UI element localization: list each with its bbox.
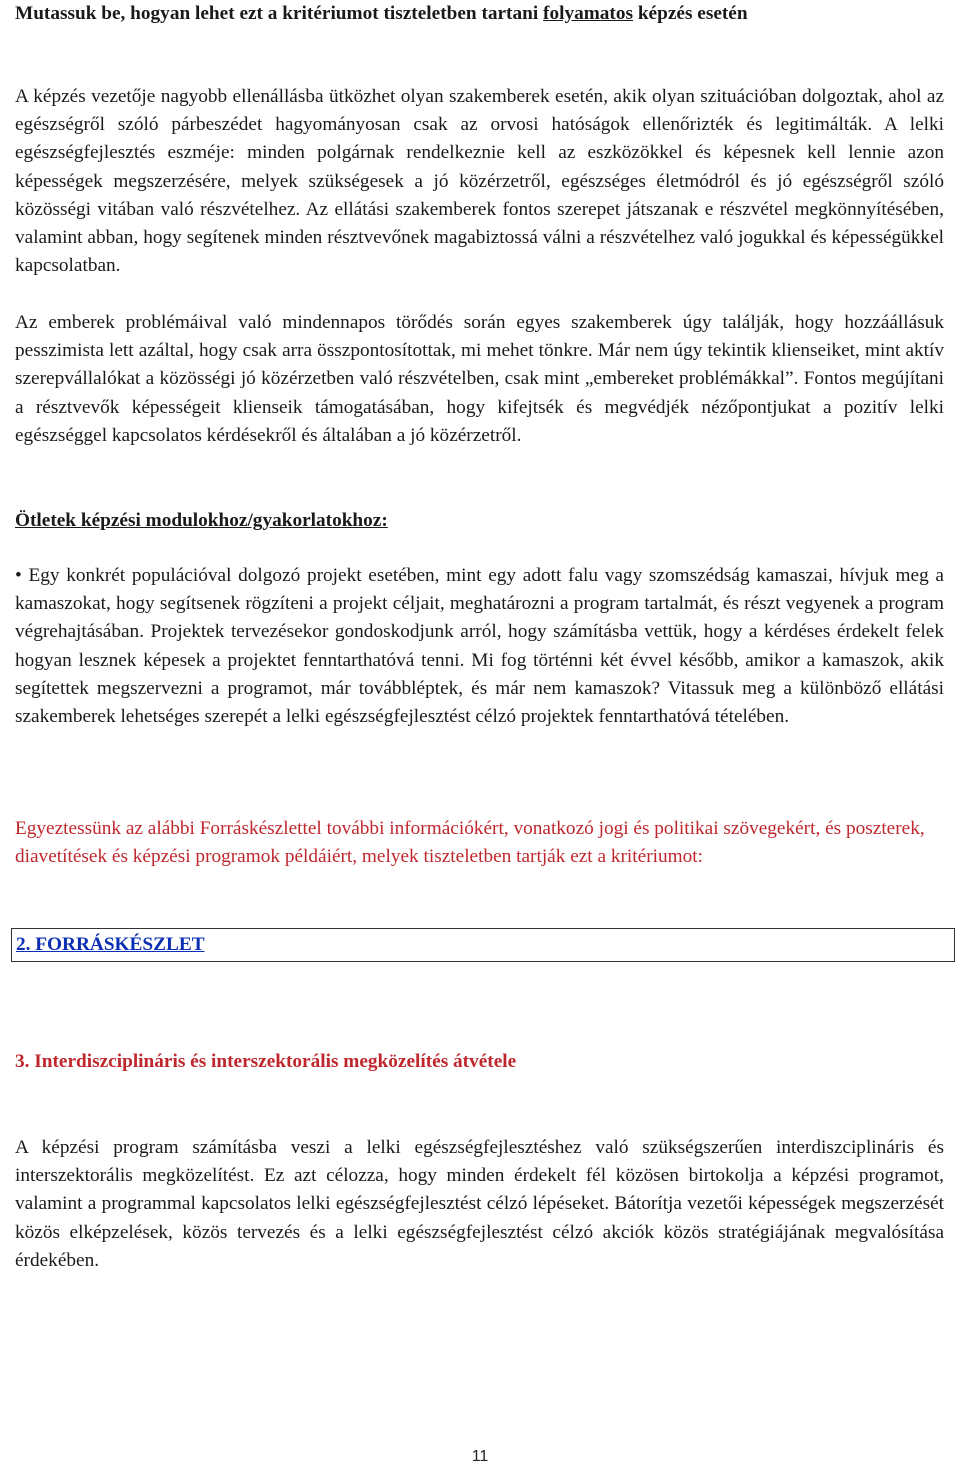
heading-underlined-word: folyamatos [543, 3, 633, 24]
resource-box [11, 928, 955, 962]
section-3-heading: 3. Interdiszciplináris és interszektorális megközelítés átvétele [15, 1051, 517, 1072]
bullet-item: • Egy konkrét populációval dolgozó projekt esetében, mint egy adott falu vagy szomszédság kamaszai, hívjuk meg a kamaszokat, hogy segítsenek rögzíteni a projekt céljait, meghatározni a program tartalmát, és részt vegyenek a program végrehajtásában. Projektek tervezésekor gondoskodjunk arról, hogy számításba vettük, hogy a kérdéses érdekelt felek hogyan lesznek képesek a projektet fenntarthatóvá tenni. Mi fog történni két évvel később, amikor a kamaszok, akik segítettek megszervezni a programot, már továbbléptek, és már nem kamaszok? Vitassuk meg a különböző ellátási szakemberek lehetséges szerepét a lelki egészségfejlesztést célzó projektek fenntarthatóvá tételében. [15, 565, 944, 728]
section-heading [15, 0, 944, 28]
resource-note-paragraph: Egyeztessünk az alábbi Forráskészlettel további információkért, vonatkozó jogi és politikai szövegekért, és poszterek, diavetítések és képzési programok példáiért, melyek tiszteletben tartják ezt a kritériumot: [15, 818, 925, 868]
page-number: 11 [471, 1448, 489, 1465]
body-paragraph-1: A képzés vezetője nagyobb ellenállásba ütközhet olyan szakemberek esetén, akik olyan szituációban dolgoztak, ahol az egészségről szóló párbeszédet hagyományosan csak az orvosi hatóságok ellenőrizték és legitimálták. A lelki egészségfejlesztés eszméje: minden polgárnak rendelkeznie kell az eszközökkel és képesnek kell lennie azon képességek megszerzésére, melyek szükségesek a jó közérzetről, egészséges életmódról és jó egészségről szóló közösségi vitában való részvételhez. Az ellátási szakemberek fontos szerepet játszanak e részvétel megkönnyítésében, valamint abban, hogy segítenek minden résztvevőnek magabiztossá válni a részvételhez való jogukkal és képességükkel kapcsolatban. [15, 86, 944, 277]
heading-text-end: képzés esetén [633, 3, 748, 24]
resource-link[interactable]: 2. FORRÁSKÉSZLET [16, 934, 205, 955]
body-paragraph-2: Az emberek problémáival való mindennapos törődés során egyes szakemberek úgy találják, hogy hozzáállásuk pesszimista lett azáltal, hogy csak arra összpontosítottak, mi mehet tönkre. Már nem úgy tekintik klienseiket, mint aktív szerepvállalókat a közösségi jó közérzetben való részvételben, csak mint „embereket problémákkal”. Fontos megújítani a résztvevők képességeit klienseik támogatásában, hogy kifejtsék és megvédjék nézőpontjukat a pozitív lelki egészséggel kapcsolatos kérdésekről és általában a jó közérzetről. [15, 312, 944, 446]
ideas-heading: Ötletek képzési modulokhoz/gyakorlatokhoz: [15, 510, 388, 531]
body-paragraph-4: A képzési program számításba veszi a lelki egészségfejlesztéshez való szükségszerűen interdiszciplináris és interszektorális megközelítést. Ez azt célozza, hogy minden érdekelt fél közösen birtokolja a képzési programot, valamint a programmal kapcsolatos lelki egészségfejlesztést célzó lépéseket. Bátorítja vezetői képességek megszerzését közös elképzelések, közös tervezés és a lelki egészségfejlesztést célzó akciók közös stratégiájának megvalósítása érdekében. [15, 1137, 944, 1271]
heading-text-start: Mutassuk be, hogyan lehet ezt a kritériumot tiszteletben tartani [15, 3, 544, 24]
